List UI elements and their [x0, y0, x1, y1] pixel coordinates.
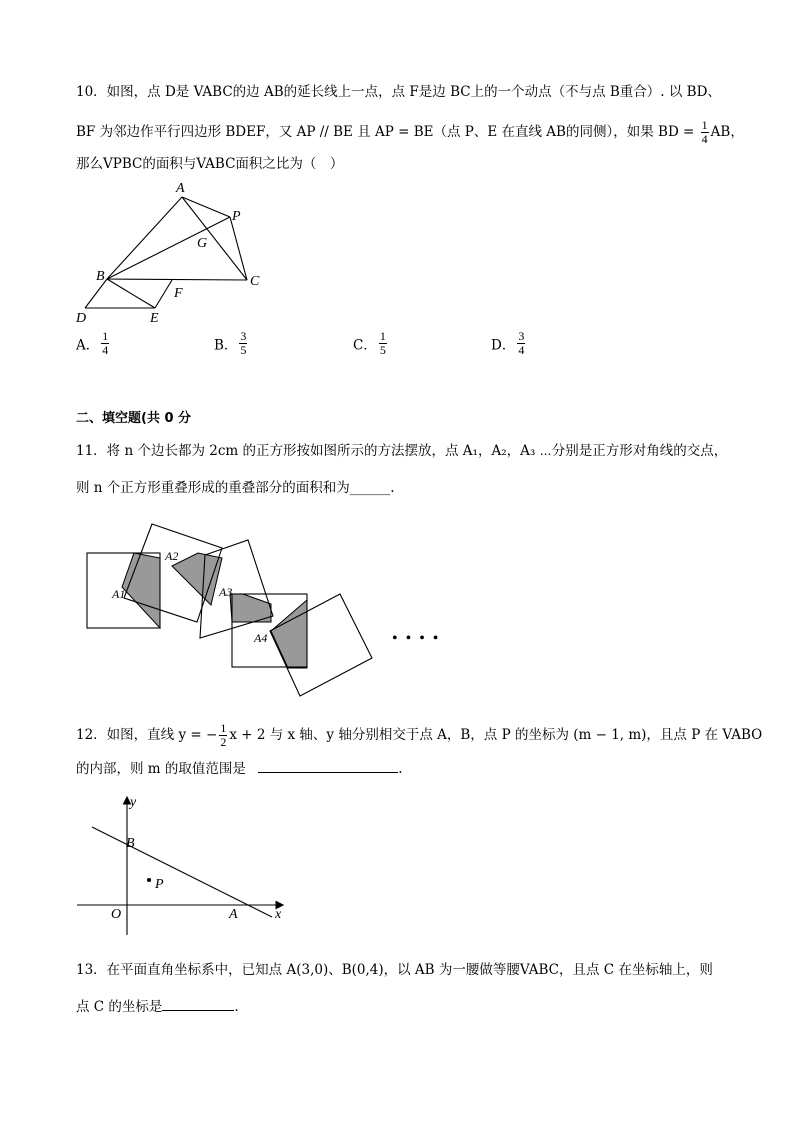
q10-line2-text: BF 为邻边作平行四边形 BDEF，又 AP // BE 且 AP = BE（点 P、E 在直线 AB的同侧），如果 BD =	[76, 124, 695, 140]
q10-line2	[76, 119, 744, 146]
option-d-fraction	[517, 330, 525, 357]
option-d-label: D．	[491, 337, 516, 354]
option-a-num: 1	[102, 329, 109, 343]
label-P: P	[155, 877, 164, 892]
q12-fraction	[219, 722, 227, 749]
q10-frac-num: 1	[701, 118, 708, 132]
label-A2-text: A2	[165, 549, 179, 563]
label-A1	[111, 587, 125, 601]
q10-line3: 那么VPBC的面积与VABC面积之比为（ ）	[76, 156, 344, 172]
edge-pc	[230, 217, 247, 280]
option-a-label: A．	[76, 337, 100, 354]
line-ab	[92, 827, 272, 917]
label-B: B	[96, 269, 105, 284]
label-A3-text: A3	[219, 585, 233, 599]
label-B: B	[126, 836, 135, 851]
q12-line2-text: 的内部，则 m 的取值范围是	[76, 761, 246, 777]
q12-line1-text: 12．如图，直线 y = −	[76, 727, 218, 743]
option-c-den: 5	[379, 343, 386, 357]
label-x: x	[275, 907, 282, 922]
label-F: F	[174, 286, 183, 301]
q12-frac-num: 1	[220, 721, 227, 735]
q10-line1: 10．如图，点 D是 VABC的边 AB的延长线上一点，点 F是边 BC上的一个动点（不与点 B重合）. 以 BD、	[76, 84, 721, 100]
edge-be	[107, 279, 155, 308]
q12-line2	[76, 760, 402, 778]
q10-fraction	[701, 119, 709, 146]
label-A: A	[176, 181, 185, 196]
edge-bc	[107, 279, 247, 280]
option-b-den: 5	[240, 343, 247, 357]
q13-line2-text: 点 C 的坐标是	[76, 999, 163, 1015]
overlap-1	[122, 553, 160, 628]
label-G: G	[197, 236, 208, 251]
edge-ab	[107, 197, 182, 279]
q10-option-a[interactable]	[76, 330, 111, 357]
q10-figure	[70, 180, 270, 325]
q12-figure	[70, 790, 300, 940]
option-a-den: 4	[102, 343, 109, 357]
q12-line1-end: x + 2 与 x 轴、y 轴分别相交于点 A，B，点 P 的坐标为 (m − 1, m)，且点 P 在 VABO	[229, 727, 763, 743]
label-A3	[218, 585, 232, 599]
label-y: y	[130, 795, 137, 810]
option-b-label: B．	[214, 337, 238, 354]
q13-line1: 13．在平面直角坐标系中，已知点 A(3,0)、B(0,4)，以 AB 为一腰做等腰VABC，且点 C 在坐标轴上，则	[76, 962, 713, 978]
q13-line2	[76, 998, 239, 1016]
q11-figure	[80, 518, 460, 703]
label-A4-text: A4	[254, 631, 268, 645]
q11-line2: 则 n 个正方形重叠形成的重叠部分的面积和为______.	[76, 480, 395, 496]
q10-option-d[interactable]	[491, 330, 527, 357]
edge-ef	[155, 280, 172, 308]
option-b-fraction	[239, 330, 247, 357]
label-A2	[164, 549, 178, 563]
label-C: C	[250, 274, 260, 289]
label-A1-text: A1	[112, 587, 126, 601]
q12-frac-den: 2	[220, 735, 227, 749]
label-O: O	[111, 907, 122, 922]
q10-frac-den: 4	[701, 132, 708, 146]
option-c-label: C．	[353, 337, 377, 354]
q12-answer-blank[interactable]	[258, 772, 398, 773]
label-E: E	[150, 311, 159, 325]
edge-bp	[107, 217, 230, 279]
overlap-2	[172, 553, 222, 605]
option-d-num: 3	[518, 329, 525, 343]
option-d-den: 4	[518, 343, 525, 357]
continuation-dots: • • • •	[392, 630, 441, 647]
overlap-3	[230, 594, 271, 622]
option-a-fraction	[101, 330, 109, 357]
point-p	[147, 878, 151, 882]
label-D: D	[76, 311, 87, 325]
label-A4	[253, 631, 267, 645]
label-A: A	[229, 907, 238, 922]
option-c-fraction	[379, 330, 387, 357]
q11-line1: 11．将 n 个边长都为 2cm 的正方形按如图所示的方法摆放，点 A₁，A₂，A₃ ⋯分别是正方形对角线的交点，	[76, 443, 728, 459]
q13-answer-blank[interactable]	[162, 1010, 234, 1011]
overlap-4	[271, 600, 307, 668]
section-title: 二、填空题(共 0 分	[76, 411, 192, 426]
q10-option-b[interactable]	[214, 330, 249, 357]
q10-option-c[interactable]	[353, 330, 389, 357]
q12-line1	[76, 722, 762, 749]
q10-line2-end: AB，	[710, 124, 744, 140]
option-b-num: 3	[240, 329, 247, 343]
label-P: P	[232, 209, 241, 224]
option-c-num: 1	[379, 329, 386, 343]
q12-line2-end: .	[398, 761, 403, 777]
q13-line2-end: .	[234, 999, 239, 1015]
